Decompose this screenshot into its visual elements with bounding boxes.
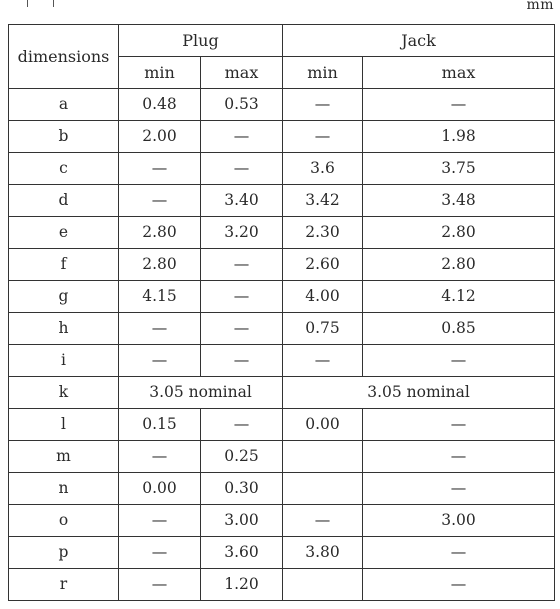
- dimension-cell: h: [9, 313, 119, 345]
- header-jack-min: min: [283, 57, 363, 89]
- dimension-cell: k: [9, 377, 119, 409]
- dimension-cell: n: [9, 473, 119, 505]
- plug-min-cell: —: [119, 185, 201, 217]
- plug-max-cell: —: [201, 281, 283, 313]
- unit-label: mm: [526, 0, 554, 13]
- dimension-cell: i: [9, 345, 119, 377]
- plug-min-cell: —: [119, 345, 201, 377]
- plug-max-cell: —: [201, 249, 283, 281]
- table-row: [9, 473, 555, 505]
- plug-max-cell: —: [201, 409, 283, 441]
- header-jack: Jack: [283, 25, 555, 57]
- jack-max-cell: 3.48: [363, 185, 555, 217]
- jack-max-cell: 4.12: [363, 281, 555, 313]
- plug-min-cell: 0.00: [119, 473, 201, 505]
- table-row: [9, 153, 555, 185]
- dimension-cell: e: [9, 217, 119, 249]
- jack-min-cell: 0.75: [283, 313, 363, 345]
- plug-max-cell: 3.00: [201, 505, 283, 537]
- table-row: [9, 409, 555, 441]
- plug-min-cell: 2.80: [119, 249, 201, 281]
- plug-max-cell: 3.60: [201, 537, 283, 569]
- table-row: [9, 313, 555, 345]
- table-row: [9, 89, 555, 121]
- plug-max-cell: 3.40: [201, 185, 283, 217]
- dimension-cell: a: [9, 89, 119, 121]
- plug-max-cell: —: [201, 121, 283, 153]
- plug-min-cell: —: [119, 153, 201, 185]
- jack-max-cell: 0.85: [363, 313, 555, 345]
- jack-max-cell: 2.80: [363, 249, 555, 281]
- jack-min-cell: —: [283, 121, 363, 153]
- jack-nominal-cell: 3.05 nominal: [283, 377, 555, 409]
- jack-min-cell: 3.42: [283, 185, 363, 217]
- table-row: [9, 217, 555, 249]
- table-row: [9, 281, 555, 313]
- plug-nominal-cell: 3.05 nominal: [119, 377, 283, 409]
- plug-max-cell: 1.20: [201, 569, 283, 601]
- header-plug-max: max: [201, 57, 283, 89]
- jack-max-cell: —: [363, 409, 555, 441]
- plug-max-cell: —: [201, 345, 283, 377]
- jack-max-cell: 3.75: [363, 153, 555, 185]
- dimension-cell: c: [9, 153, 119, 185]
- jack-min-cell: 2.30: [283, 217, 363, 249]
- plug-min-cell: —: [119, 441, 201, 473]
- dimension-cell: l: [9, 409, 119, 441]
- plug-max-cell: 0.53: [201, 89, 283, 121]
- plug-max-cell: —: [201, 313, 283, 345]
- plug-max-cell: 0.30: [201, 473, 283, 505]
- jack-max-cell: 3.00: [363, 505, 555, 537]
- table-row: [9, 505, 555, 537]
- jack-max-cell: —: [363, 473, 555, 505]
- dimension-cell: m: [9, 441, 119, 473]
- header-dimensions: dimensions: [9, 25, 119, 89]
- jack-max-cell: 2.80: [363, 217, 555, 249]
- plug-min-cell: 0.48: [119, 89, 201, 121]
- dimension-cell: r: [9, 569, 119, 601]
- dimension-cell: p: [9, 537, 119, 569]
- jack-min-cell: [283, 473, 363, 505]
- jack-min-cell: 2.60: [283, 249, 363, 281]
- plug-min-cell: —: [119, 569, 201, 601]
- plug-min-cell: 0.15: [119, 409, 201, 441]
- jack-min-cell: [283, 441, 363, 473]
- jack-min-cell: 3.80: [283, 537, 363, 569]
- jack-max-cell: —: [363, 537, 555, 569]
- plug-min-cell: 2.80: [119, 217, 201, 249]
- crop-mark-right: [53, 0, 54, 7]
- jack-max-cell: 1.98: [363, 121, 555, 153]
- dimension-cell: b: [9, 121, 119, 153]
- plug-min-cell: 4.15: [119, 281, 201, 313]
- jack-min-cell: —: [283, 505, 363, 537]
- jack-min-cell: 0.00: [283, 409, 363, 441]
- jack-max-cell: —: [363, 441, 555, 473]
- plug-min-cell: —: [119, 313, 201, 345]
- header-plug: Plug: [119, 25, 283, 57]
- dimensions-table: [8, 24, 555, 601]
- jack-min-cell: —: [283, 89, 363, 121]
- dimension-cell: f: [9, 249, 119, 281]
- header-plug-min: min: [119, 57, 201, 89]
- table-row: [9, 569, 555, 601]
- jack-min-cell: 3.6: [283, 153, 363, 185]
- dimension-cell: g: [9, 281, 119, 313]
- plug-min-cell: 2.00: [119, 121, 201, 153]
- jack-min-cell: 4.00: [283, 281, 363, 313]
- plug-min-cell: —: [119, 537, 201, 569]
- plug-max-cell: 3.20: [201, 217, 283, 249]
- table-row: [9, 185, 555, 217]
- header-jack-max: max: [363, 57, 555, 89]
- jack-min-cell: [283, 569, 363, 601]
- table-row: [9, 121, 555, 153]
- jack-max-cell: —: [363, 569, 555, 601]
- crop-mark-left: [27, 0, 28, 7]
- jack-max-cell: —: [363, 345, 555, 377]
- table-row: [9, 249, 555, 281]
- dimension-cell: o: [9, 505, 119, 537]
- jack-min-cell: —: [283, 345, 363, 377]
- plug-min-cell: —: [119, 505, 201, 537]
- header-row-groups: [9, 25, 555, 57]
- table-row: [9, 537, 555, 569]
- plug-max-cell: 0.25: [201, 441, 283, 473]
- table-row: [9, 345, 555, 377]
- plug-max-cell: —: [201, 153, 283, 185]
- dimension-cell: d: [9, 185, 119, 217]
- table-row: [9, 441, 555, 473]
- jack-max-cell: —: [363, 89, 555, 121]
- table-row: [9, 377, 555, 409]
